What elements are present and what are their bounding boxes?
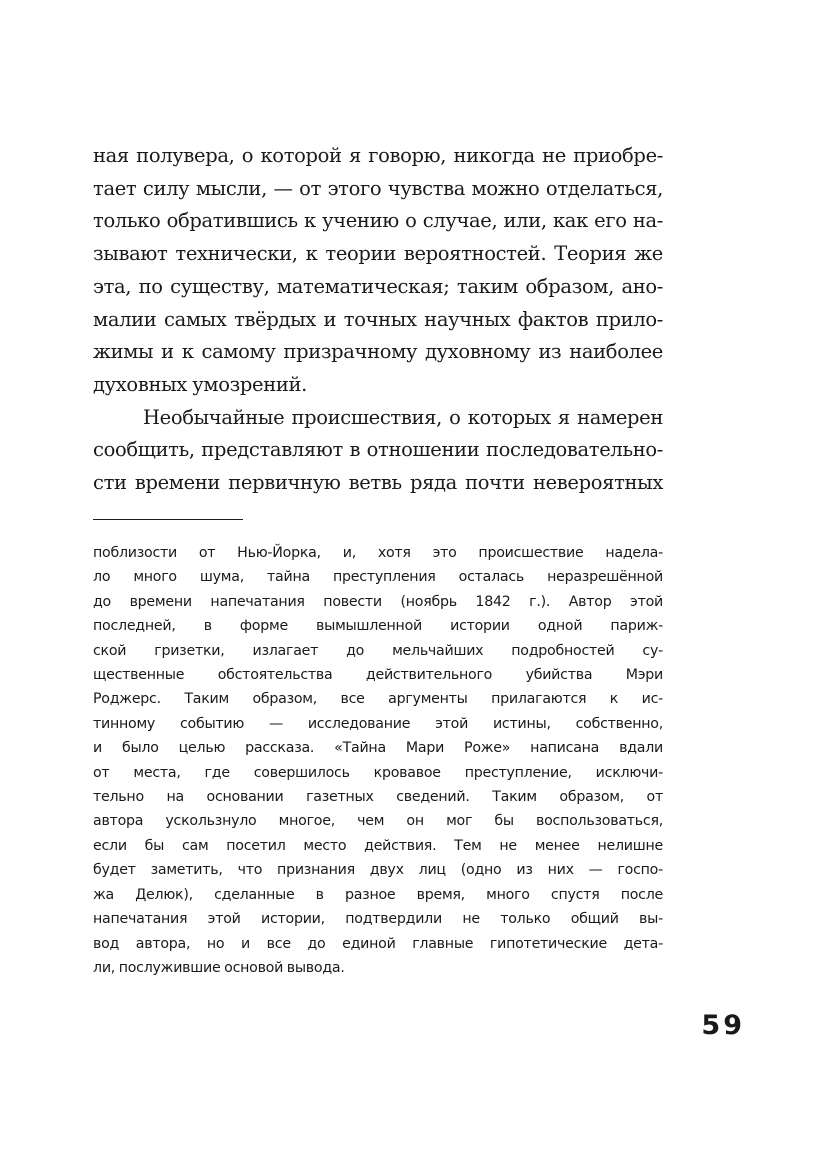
footnote-line: последней, в форме вымышленной истории одной париж- [93,618,663,635]
footnote-line: поблизости от Нью-Йорка, и, хотя это происшествие надела- [93,545,663,561]
main-text-body [93,140,663,500]
footnote-line: если бы сам посетил место действия. Тем не менее нелишне [93,837,663,854]
footnote-line: автора ускользнуло многое, чем он мог бы воспользоваться, [93,813,663,830]
main-text-line: только обратившись к учению о случае, или, как его на- [93,209,663,233]
main-text-line: малии самых твёрдых и точных научных фактов прило- [93,307,663,331]
main-text-line: эта, по существу, математическая; таким образом, ано- [93,274,663,298]
main-text-line: духовных умозрений. [93,372,307,396]
footnote-line: и было целью рассказа. «Тайна Мари Роже» написана вдали [93,740,663,757]
main-text-line: сти времени первичную ветвь ряда почти невероятных [93,471,663,495]
footnote-line: напечатания этой истории, подтвердили не только общий вы- [93,911,663,928]
footnote-body [93,541,663,980]
footnote-line: тинному событию — исследование этой истины, собственно, [93,715,663,732]
footnote-line: тельно на основании газетных сведений. Таким образом, от [93,789,663,806]
footnote-line: ской гризетки, излагает до мельчайших подробностей су- [93,642,663,659]
page-number: 59 [701,1010,745,1041]
footnote-line: будет заметить, что признания двух лиц (одно из них — госпо- [93,862,663,879]
main-text-line: сообщить, представляют в отношении последовательно- [93,438,663,462]
footnote-line: от места, где совершилось кровавое преступление, исключи- [93,764,663,781]
footnote-line: жа Делюк), сделанные в разное время, много спустя после [93,886,663,903]
main-text-line: тает силу мысли, — от этого чувства можно отделаться, [93,176,663,200]
footnote-line: вод автора, но и все до единой главные гипотетические дета- [93,935,663,952]
footnote-line: ло много шума, тайна преступления осталась неразрешённой [93,569,663,586]
footnote-line: ли, послужившие основой вывода. [93,959,345,976]
main-text-line: жимы и к самому призрачному духовному из наиболее [93,340,663,364]
main-text-line: зывают технически, к теории вероятностей. Теория же [93,242,663,266]
main-text-line: Необычайные происшествия, о которых я намерен [143,405,663,429]
main-text-line: ная полувера, о которой я говорю, никогда не приобре- [93,144,663,167]
footnote-line: Роджерс. Таким образом, все аргументы прилагаются к ис- [93,691,663,708]
footnote-divider [93,519,243,520]
footnote-line: щественные обстоятельства действительного убийства Мэри [93,667,663,684]
footnote-line: до времени напечатания повести (ноябрь 1842 г.). Автор этой [93,593,663,610]
